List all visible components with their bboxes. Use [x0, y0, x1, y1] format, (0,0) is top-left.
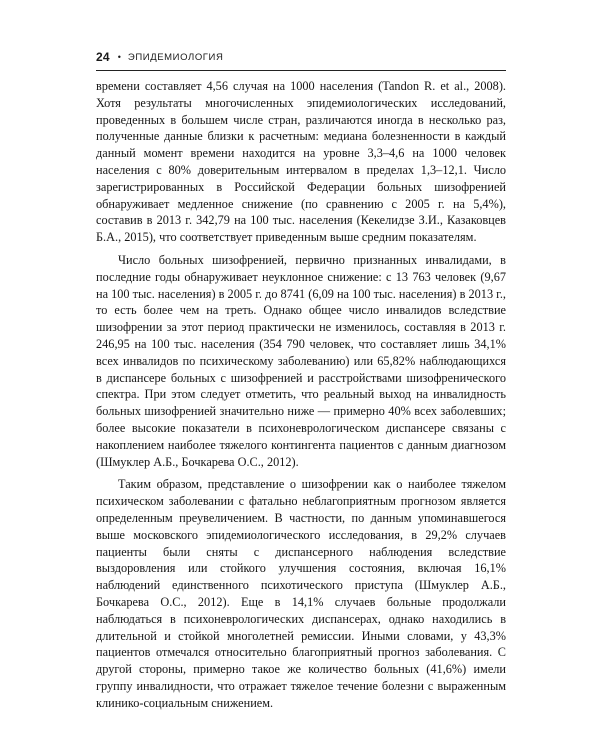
paragraph-continuation: времени составляет 4,56 случая на 1000 населения (Tandon R. et al., 2008). Хотя результаты многочисленных эпидемиологических исследований, проведенных в большем числе стран, различаются иногда в несколько раз, полученные данные близки к расчетным: медиана болезненности в каждый данный момент времени находится на уровне 3,3–4,6 на 1000 человек населения с 80% доверительным интервалом в пределах 1,3–12,1. Число зарегистрированных в Российской Федерации больных шизофренией обнаруживает медленное снижение (по сравнению с 2005 г. на 5,4%), составив в 2013 г. 342,79 на 100 тыс. населения (Кекелидзе З.И., Казаковцев Б.А., 2015), что соответствует приведенным выше средним показателям.: [96, 79, 506, 245]
header-rule: [96, 70, 506, 71]
bullet-separator: •: [117, 51, 121, 62]
paragraph-disability: Число больных шизофренией, первично признанных инвалидами, в последние годы обнаруживает неуклонное снижение: с 13 763 человек (9,67 на 100 тыс. населения) в 2005 г. до 8741 (6,09 на 100 тыс. населения) в 2013 г., то есть более чем на треть. Однако общее число инвалидов вследствие шизофрении за этот период практически не изменилось, составляя в 2013 г. 246,95 на 100 тыс. населения (354 790 человек, что составляет лишь 34,1% всех инвалидов по психическому заболеванию) или 65,82% наблюдающихся в диспансере больных с шизофренией и расстройствами шизофренического спектра. При этом следует отметить, что реальный выход на инвалидность больных шизофренией значительно ниже — примерно 40% всех заболевших; более высокие показатели в психоневрологическом диспансере связаны с накоплением наиболее тяжелого контингента пациентов с данным диагнозом (Шмуклер А.Б., Бочкарева О.С., 2012).: [96, 252, 506, 469]
body-text: [96, 78, 506, 717]
page-number: 24: [96, 50, 110, 64]
section-title: ЭПИДЕМИОЛОГИЯ: [127, 51, 224, 63]
paragraph-prognosis: Таким образом, представление о шизофрении как о наиболее тяжелом психическом заболевании с фатально неблагоприятным прогнозом является определенным преувеличением. В частности, по данным упоминавшегося выше московского эпидемиологического исследования, в 29,2% случаев пациенты были сняты с диспансерного наблюдения вследствие выздоровления или стойкого улучшения состояния, включая 16,1% наблюдений единственного психотического приступа (Шмуклер А.Б., Бочкарева О.С., 2012). Еще в 14,1% случаев больные продолжали наблюдаться в психоневрологических диспансерах, однако находились в длительной и стойкой многолетней ремиссии. Иными словами, у 43,3% пациентов отмечался относительно благоприятный прогноз заболевания. С другой стороны, примерно такое же количество больных (41,6%) имели группу инвалидности, что отражает тяжелое течение болезни с выраженным клинико-социальным снижением.: [96, 477, 506, 710]
running-head: [96, 49, 223, 65]
